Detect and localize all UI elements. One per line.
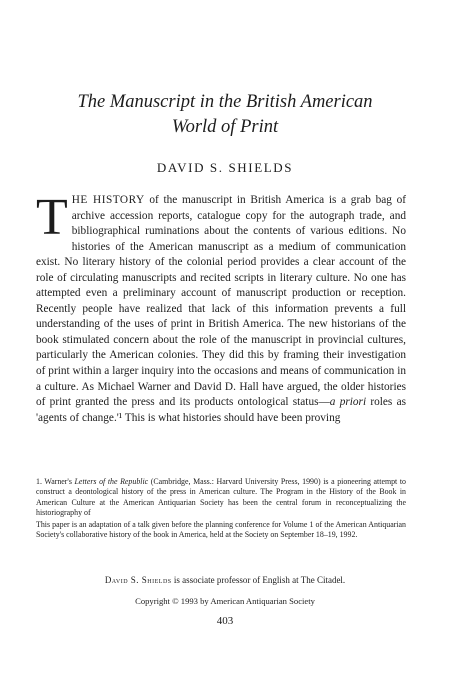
copyright-line: Copyright © 1993 by American Antiquarian Society	[135, 596, 315, 606]
body-text-end: roles as 'agents of change.'¹ This is what histories should have been proving	[36, 396, 406, 424]
provenance-note: This paper is an adaptation of a talk given before the planning conference for Volume 1 of the American Antiquarian Society's collaborative history of the book in America, held at the Society on September 18–19, 1992.	[36, 520, 406, 540]
author-affiliation	[0, 575, 450, 585]
drop-cap: T	[36, 189, 68, 246]
body-italic-phrase: a priori	[329, 396, 367, 409]
author-name: DAVID S. SHIELDS	[156, 160, 294, 175]
page-number: 403	[216, 615, 234, 627]
article-title-line-1: The Manuscript in the British American	[77, 92, 373, 112]
article-title-line-2: World of Print	[171, 117, 279, 137]
footnote-book-title: Letters of the Republic	[74, 477, 149, 486]
body-text: of the manuscript in British America is a grab bag of archive accession reports, catalogue copy for the autograph trade, and bibliographical ruminations about the contents of various editions. No histories of the American manuscript as a medium of communication exist. No literary history of the colonial period provides a clear account of the role of circulating manuscripts and recited scripts in literary culture. No one has attempted even a preliminary account of manuscript production or reception. Recently people have realized that lack of this information prevents a full understanding of the uses of print in British America. The new historians of the book stimulated concern about the role of the manuscript in provincial cultures, particularly the American colonies. They did this by framing their investigation of print within a larger inquiry into the occasions and means of communication in a culture. As Michael Warner and David D. Hall have argued, the older histories of print granted the press and its products ontological status—	[36, 194, 407, 409]
footnote-text: (Cambridge, Mass.: Harvard University Press, 1990) is a pioneering attempt to construct a deontological history of the press in American culture. The Program in the History of the Book in American Culture at the American Antiquarian Society has been the central forum in reconceptualizing the historiography of	[36, 477, 406, 518]
affiliation-name: David S. Shields	[104, 575, 172, 585]
body-lead-in: HE HISTORY	[71, 194, 145, 206]
footnote-marker: 1. Warner's	[36, 477, 72, 486]
affiliation-text: is associate professor of English at The Citadel.	[171, 575, 346, 585]
footnote-1	[36, 477, 406, 519]
body-paragraph	[36, 189, 407, 426]
